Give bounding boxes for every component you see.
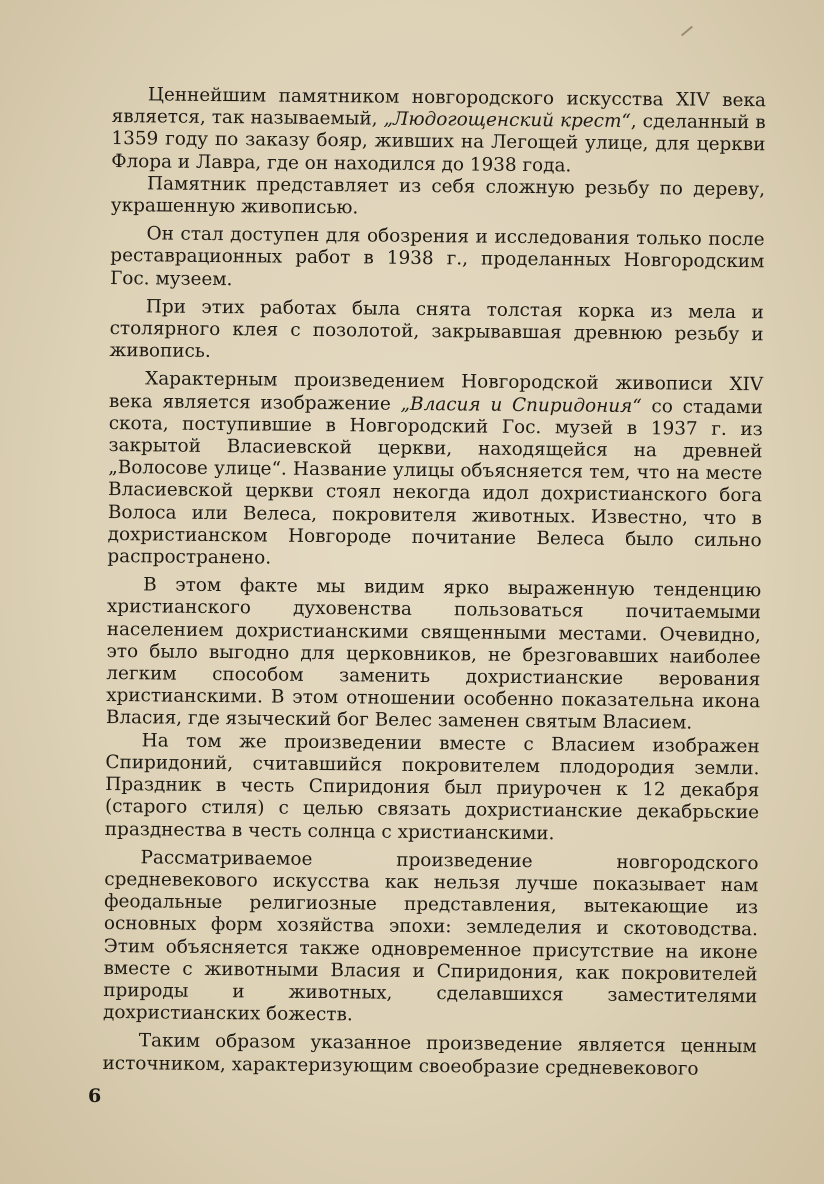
paragraph-text: В этом факте мы видим ярко выраженную тенденцию христианского духовенства пользоваться почитаемыми населением дохристианскими священными местами. Очевидно, это было выгодно для церковников, не брезговавших наиболее легким способом заменить дохристианские верования христианскими. В этом отношении особенно показательна икона Власия, где языческий бог Велес заменен святым Власием. <box>105 574 762 735</box>
paragraph-text: Рассматриваемое произведение новгородского средневекового искусства как нельзя лучше показывает нам феодальные религиозные представления, вытекающие из основных форм хозяйства эпохи: земледелия и скотоводства. Этим объясняется также одновременное присутствие на иконе вместе с животными Власия и Спиридония, как покровителей природы и животных, сделавшихся заместителями дохристианских божеств. <box>102 847 759 1026</box>
italic-title: „Людогощенский крест“ <box>383 108 631 133</box>
paragraph-text: Он стал доступен для обозрения и исследования только после реставрационных работ в 1938 г., проделанных Новгородским Гос. музеем. <box>110 223 765 290</box>
paragraph-text: со стадами скота, поступившие в Новгородский Гос. музей в 1937 г. из закрытой Власиевской церкви, находящейся на древней „Волосове улице“. Название улицы объясняется тем, что на месте Власиевской церкви стоял некогда идол дохристианского бога Волоса или Велеса, покровителя животных. Известно, что в дохристианском Новгороде почитание Велеса было сильно распространено. <box>107 395 764 569</box>
italic-title: „Власия и Спиридония“ <box>400 393 642 417</box>
paragraph <box>111 84 766 179</box>
paragraph <box>103 847 759 1031</box>
paragraph <box>109 296 764 369</box>
paragraph-text: Ценнейшим памятником новгородского искусства XIV века является, так называемый, <box>111 84 766 130</box>
paragraph-text: На том же произведении вместе с Власием изображен Спиридоний, считавшийся покровителем плодородия земли. Праздник в честь Спиридония был приурочен к 12 декабря (старого стиля) с целью связать дохристианские декабрьские празднества в честь солнца с христианскими. <box>104 730 760 844</box>
paragraph-text: Памятник представляет из себя сложную резьбу по дереву, украшенную живописью. <box>110 173 766 219</box>
paragraph <box>111 173 765 224</box>
paragraph-text: При этих работах была снята толстая корка из мела и столярного клея с позолотой, закрывавшая древнюю резьбу и живопись. <box>109 296 764 363</box>
paragraph <box>110 223 765 296</box>
paragraph-text: Таким образом указанное произведение является ценным источником, характеризующим своеобразие средневекового <box>102 1030 757 1080</box>
page-number: 6 <box>88 1085 102 1107</box>
paper-mark <box>681 26 693 37</box>
paragraph-text: Характерным произведением Новгородской живописи XIV века является изображение <box>108 368 764 415</box>
body-text <box>102 84 765 1081</box>
paragraph <box>106 574 761 736</box>
paragraph-text: , сделанный в 1359 году по заказу бояр, живших на Легощей улице, для церкви Флора и Лавра, где он находился до 1938 года. <box>111 111 766 177</box>
paragraph <box>102 1030 756 1081</box>
paragraph <box>105 730 760 847</box>
paragraph <box>107 368 763 574</box>
